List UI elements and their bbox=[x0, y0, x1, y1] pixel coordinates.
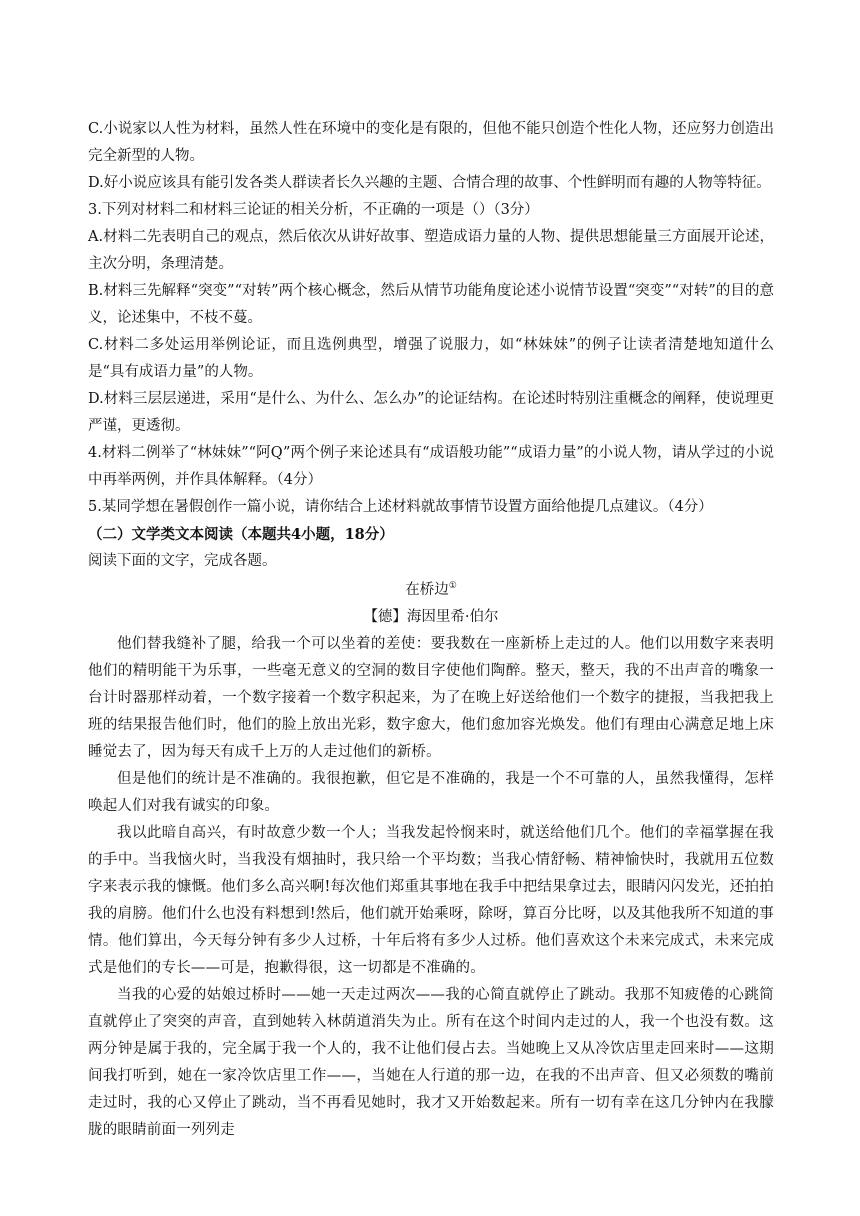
story-paragraph-2: 但是他们的统计是不准确的。我很抱歉，但它是不准确的，我是一个不可靠的人，虽然我懂得，怎样唤起人们对我有诚实的印象。 bbox=[88, 771, 774, 814]
question-2-option-c: C.小说家以人性为材料，虽然人性在环境中的变化是有限的，但他不能只创造个性化人物，还应努力创造出完全新型的人物。 bbox=[88, 121, 774, 164]
story-title-text: 在桥边 bbox=[405, 582, 449, 598]
section-heading: （二）文学类文本阅读（本题共4小题，18分） bbox=[88, 526, 394, 543]
question-3-option-c: C.材料二多处运用举例论证，而且选例典型，增强了说服力，如“林妹妹”的例子让读者清楚地知道什么是“具有成语力量”的人物。 bbox=[88, 337, 774, 380]
story-paragraph-4: 当我的心爱的姑娘过桥时——她一天走过两次——我的心简直就停止了跳动。我那不知疲倦的心跳简直就停止了突突的声音，直到她转入林荫道消失为止。所有在这个时间内走过的人，我一个也没有数。这两分钟是属于我的，完全属于我一个人的，我不让他们侵占去。当她晚上又从冷饮店里走回来时——这期间我打听到，她在一家冷饮店里工作——，当她在人行道的那一边，在我的不出声音、但又必须数的嘴前走过时，我的心又停止了跳动，当不再看见她时，我才又开始数起来。所有一切有幸在这几分钟内在我朦胧的眼睛前面一列列走 bbox=[88, 987, 774, 1138]
question-5: 5.某同学想在暑假创作一篇小说，请你结合上述材料就故事情节设置方面给他提几点建议。（4分） bbox=[88, 499, 713, 515]
question-3-option-d: D.材料三层层递进，采用“是什么、为什么、怎么办”的论证结构。在论述时特别注重概念的阐释，使说理更严谨，更透彻。 bbox=[88, 391, 774, 434]
story-author: 【德】海因里希·伯尔 bbox=[363, 609, 499, 625]
document-content bbox=[88, 116, 774, 1144]
question-2-option-d: D.好小说应该具有能引发各类人群读者长久兴趣的主题、合情合理的故事、个性鲜明而有趣的人物等特征。 bbox=[88, 175, 771, 191]
section-instruction: 阅读下面的文字，完成各题。 bbox=[88, 553, 277, 569]
question-3: 3.下列对材料二和材料三论证的相关分析，不正确的一项是（）（3分） bbox=[88, 202, 539, 218]
story-title-footnote-mark: ① bbox=[448, 581, 457, 592]
story-paragraph-1: 他们替我缝补了腿，给我一个可以坐着的差使：要我数在一座新桥上走过的人。他们以用数字来表明他们的精明能干为乐事，一些毫无意义的空洞的数目字使他们陶醉。整天，整天，我的不出声音的嘴象一台计时器那样动着，一个数字接着一个数字积起来，为了在晚上好送给他们一个数字的捷报，当我把我上班的结果报告他们时，他们的脸上放出光彩，数字愈大，他们愈加容光焕发。他们有理由心满意足地上床睡觉去了，因为每天有成千上万的人走过他们的新桥。 bbox=[88, 636, 774, 760]
question-3-option-a: A.材料二先表明自己的观点，然后依次从讲好故事、塑造成语力量的人物、提供思想能量三方面展开论述，主次分明，条理清楚。 bbox=[88, 229, 774, 272]
story-body bbox=[88, 631, 774, 1144]
question-4: 4.材料二例举了“林妹妹”“阿Q”两个例子来论述具有“成语般功能”“成语力量”的小说人物，请从学过的小说中再举两例，并作具体解释。（4分） bbox=[88, 445, 774, 488]
story-paragraph-3: 我以此暗自高兴，有时故意少数一个人；当我发起怜悯来时，就送给他们几个。他们的幸福掌握在我的手中。当我恼火时，当我没有烟抽时，我只给一个平均数；当我心情舒畅、精神愉快时，我就用五位数字来表示我的慷慨。他们多么高兴啊!每次他们郑重其事地在我手中把结果拿过去，眼睛闪闪发光，还拍拍我的肩膀。他们什么也没有料想到!然后，他们就开始乘呀，除呀，算百分比呀，以及其他我所不知道的事情。他们算出，今天每分钟有多少人过桥，十年后将有多少人过桥。他们喜欢这个未来完成式，未来完成式是他们的专长——可是，抱歉得很，这一切都是不准确的。 bbox=[88, 825, 774, 976]
question-3-option-b: B.材料三先解释“突变”“对转”两个核心概念，然后从情节功能角度论述小说情节设置“突变”“对转”的目的意义，论述集中，不枝不蔓。 bbox=[88, 283, 774, 326]
story-title bbox=[88, 577, 774, 604]
